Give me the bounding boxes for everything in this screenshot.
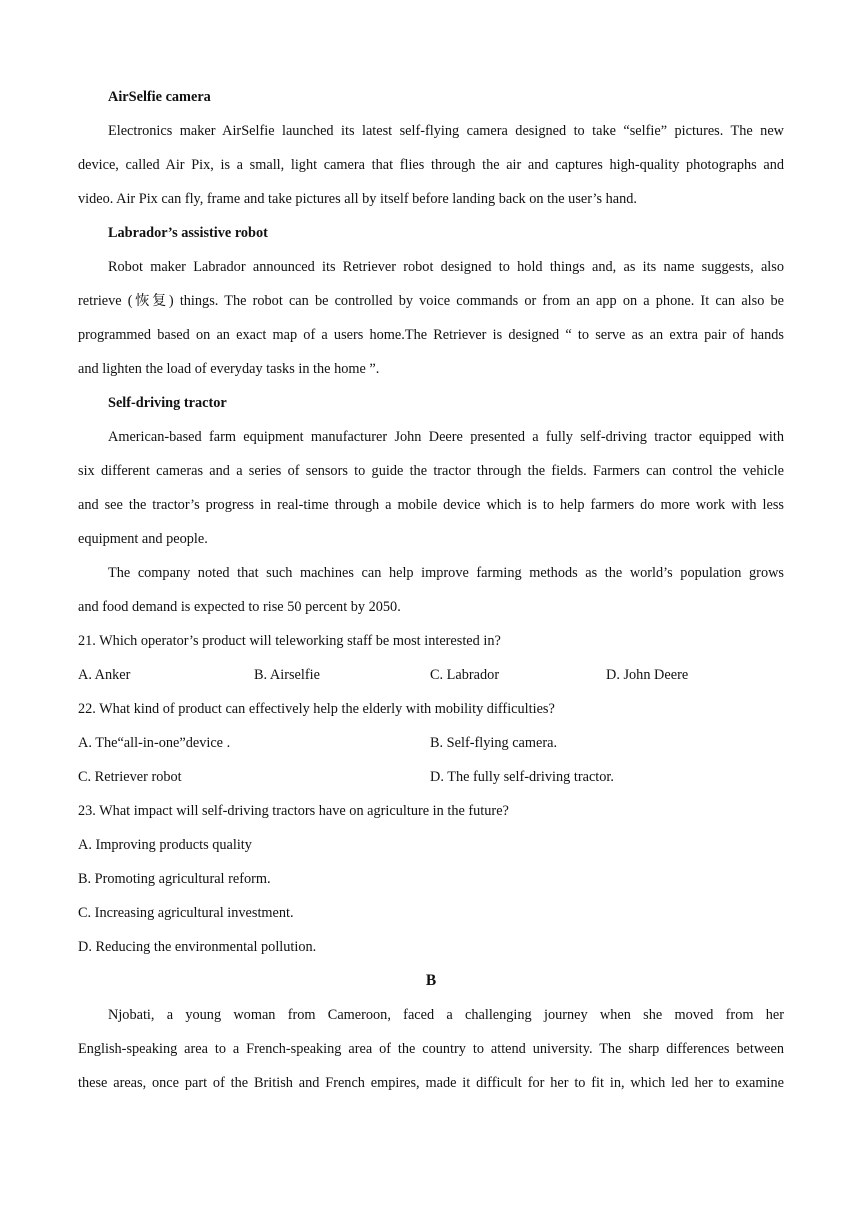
section-heading-tractor: Self-driving tractor [108, 395, 227, 411]
option-c[interactable]: C. Retriever robot [78, 769, 182, 785]
question-21-options [78, 658, 784, 692]
option-d[interactable]: D. The fully self-driving tractor. [430, 769, 614, 785]
option-d[interactable]: D. Reducing the environmental pollution. [78, 939, 317, 955]
document-page [78, 80, 784, 1100]
paragraph-line: The company noted that such machines can help improve farming methods as the world’s population grows [108, 565, 784, 581]
section-heading-airselfie: AirSelfie camera [108, 89, 211, 105]
option-a[interactable]: A. Improving products quality [78, 837, 252, 853]
paragraph-line: and lighten the load of everyday tasks in the home ”. [78, 361, 380, 377]
paragraph-line: Njobati, a young woman from Cameroon, faced a challenging journey when she moved from her [108, 1007, 784, 1023]
paragraph-line: Robot maker Labrador announced its Retriever robot designed to hold things and, as its name suggests, also [108, 259, 784, 275]
paragraph-line: English-speaking area to a French-speaking area of the country to attend university. The sharp differences between [78, 1041, 784, 1057]
option-c[interactable]: C. Labrador [430, 667, 500, 683]
question-22-options-row-2 [78, 760, 784, 794]
option-d[interactable]: D. John Deere [606, 667, 689, 683]
paragraph-line: equipment and people. [78, 531, 208, 547]
paragraph-line: these areas, once part of the British and French empires, made it difficult for her to fit in, which led her to examine [78, 1075, 784, 1091]
paragraph-line: American-based farm equipment manufacturer John Deere presented a fully self-driving tractor equipped with [108, 429, 784, 445]
paragraph-line: device, called Air Pix, is a small, light camera that flies through the air and captures high-quality photographs and [78, 157, 784, 173]
paragraph-line: video. Air Pix can fly, frame and take pictures all by itself before landing back on the user’s hand. [78, 191, 637, 207]
section-heading-labrador: Labrador’s assistive robot [108, 225, 268, 241]
option-a[interactable]: A. The“all-in-one”device . [78, 735, 231, 751]
paragraph-line: six different cameras and a series of sensors to guide the tractor through the fields. Farmers can control the vehicle [78, 463, 784, 479]
option-c[interactable]: C. Increasing agricultural investment. [78, 905, 294, 921]
question-22-options-row-1 [78, 726, 784, 760]
option-b[interactable]: B. Self-flying camera. [430, 735, 558, 751]
option-b[interactable]: B. Airselfie [254, 667, 320, 683]
paragraph-line: programmed based on an exact map of a users home.The Retriever is designed “ to serve as an extra pair of hands [78, 327, 784, 343]
paragraph-line: retrieve (恢复) things. The robot can be controlled by voice commands or from an app on a phone. It can also be [78, 293, 784, 309]
paragraph-line: Electronics maker AirSelfie launched its latest self-flying camera designed to take “selfie” pictures. The new [108, 123, 784, 139]
option-b[interactable]: B. Promoting agricultural reform. [78, 871, 271, 887]
question-22: 22. What kind of product can effectively help the elderly with mobility difficulties? [78, 701, 555, 717]
question-23: 23. What impact will self-driving tractors have on agriculture in the future? [78, 803, 509, 819]
question-21: 21. Which operator’s product will teleworking staff be most interested in? [78, 633, 501, 649]
option-a[interactable]: A. Anker [78, 667, 131, 683]
passage-b-heading: B [425, 972, 437, 989]
paragraph-line: and see the tractor’s progress in real-time through a mobile device which is to help farmers do more work with less [78, 497, 784, 513]
paragraph-line: and food demand is expected to rise 50 percent by 2050. [78, 599, 401, 615]
